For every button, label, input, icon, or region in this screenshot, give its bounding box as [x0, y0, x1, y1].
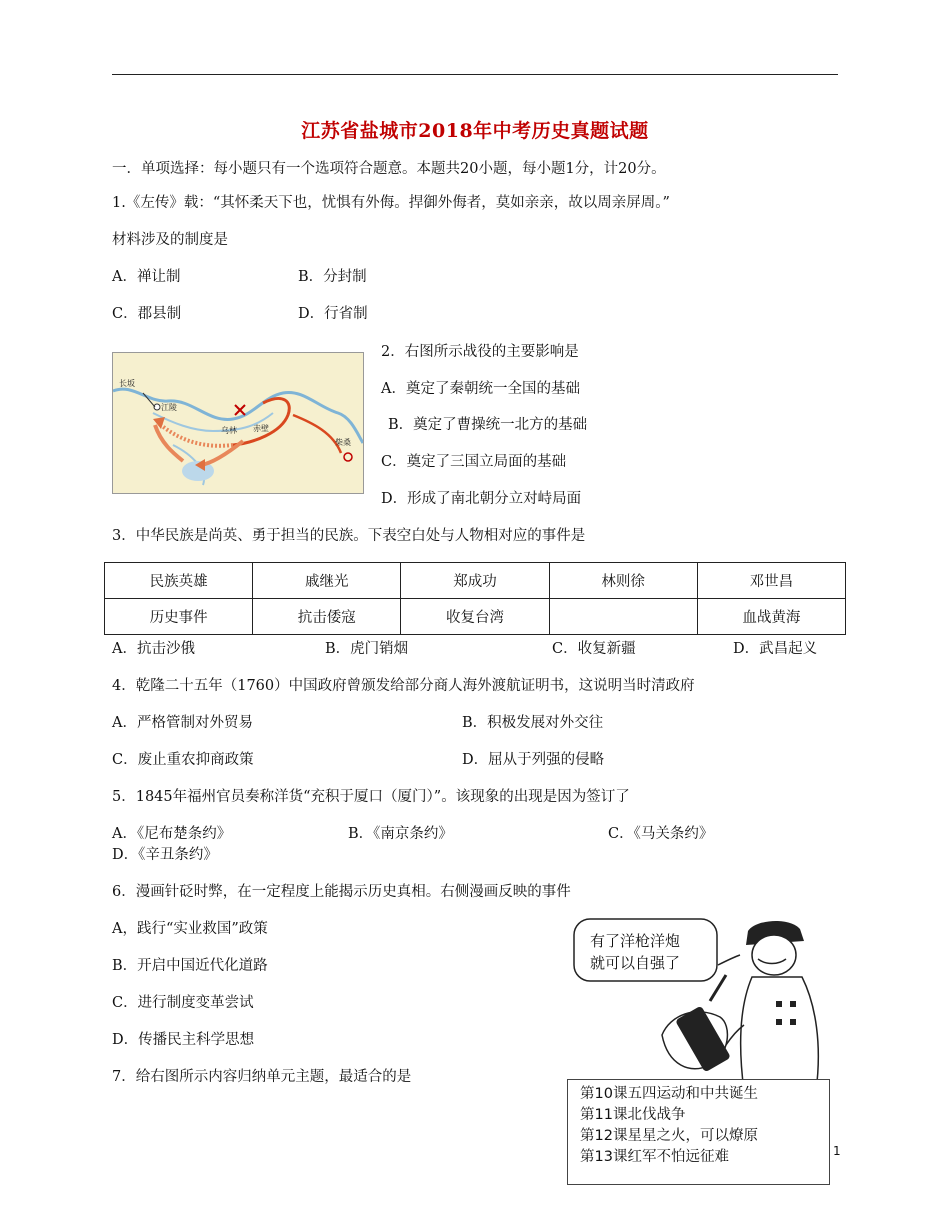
q1-option-d: D．行省制	[298, 306, 368, 322]
q3-option-c: C．收复新疆	[552, 641, 636, 657]
q1-stem-2: 材料涉及的制度是	[112, 232, 228, 248]
q5-option-a: A．《尼布楚条约》	[112, 826, 232, 842]
table-cell: 血战黄海	[697, 599, 845, 635]
q7-stem: 7．给右图所示内容归纳单元主题，最适合的是	[112, 1069, 412, 1085]
q5-stem: 5．1845年福州官员奏称洋货“充积于厦口（厦门）”。该现象的出现是因为签订了	[112, 789, 630, 805]
map-label-chaisang: 柴桑	[335, 438, 351, 447]
q1-option-a: A．禅让制	[112, 269, 181, 285]
q4-option-c: C．废止重农抑商政策	[112, 752, 254, 768]
q6-option-a: A，践行“实业救国”政策	[112, 921, 268, 937]
list-item: 第12课星星之火，可以燎原	[580, 1128, 758, 1144]
q1-option-b: B．分封制	[298, 269, 367, 285]
q4-option-d: D．屈从于列强的侵略	[462, 752, 605, 768]
map-label-chibi: 赤壁	[253, 424, 269, 433]
table-row	[105, 599, 846, 635]
page-number: 1	[833, 1144, 841, 1158]
map-label-jiangling: 江陵	[161, 403, 177, 412]
bubble-line-2: 就可以自强了	[590, 954, 681, 972]
table-cell: 抗击倭寇	[253, 599, 401, 635]
page-title: 江苏省盐城市2018年中考历史真题试题	[301, 120, 649, 142]
q2-option-a: A．奠定了秦朝统一全国的基础	[381, 381, 580, 397]
list-item: 第10课五四运动和中共诞生	[580, 1086, 758, 1102]
q2-option-d: D．形成了南北朝分立对峙局面	[381, 491, 582, 507]
q5-option-b: B．《南京条约》	[348, 826, 453, 842]
table-cell: 民族英雄	[105, 563, 253, 599]
q2-stem: 2．右图所示战役的主要影响是	[381, 344, 579, 360]
table-cell: 戚继光	[253, 563, 401, 599]
q2-option-b: B．奠定了曹操统一北方的基础	[388, 417, 588, 433]
q5-option-c: C．《马关条约》	[608, 826, 714, 842]
list-item: 第13课红军不怕远征难	[580, 1149, 729, 1165]
q3-option-a: A．抗击沙俄	[112, 641, 195, 657]
q1-stem: 1.《左传》载：“其怀柔天下也，忧惧有外侮。捍御外侮者，莫如亲亲，故以周亲屏周。”	[112, 195, 670, 211]
unit-list-box	[567, 1079, 830, 1185]
q6-option-b: B．开启中国近代化道路	[112, 958, 268, 974]
q6-option-c: C．进行制度变革尝试	[112, 995, 254, 1011]
table-row	[105, 563, 846, 599]
battle-map	[112, 352, 364, 494]
section-instructions: 一．单项选择：每小题只有一个选项符合题意。本题共20小题，每小题1分，计20分。	[112, 161, 666, 177]
table-cell: 邓世昌	[697, 563, 845, 599]
table-cell: 林则徐	[549, 563, 697, 599]
q6-stem: 6．漫画针砭时弊，在一定程度上能揭示历史真相。右侧漫画反映的事件	[112, 884, 571, 900]
table-cell: 历史事件	[105, 599, 253, 635]
bubble-line-1: 有了洋枪洋炮	[590, 932, 681, 950]
q3-option-b: B．虎门销烟	[325, 641, 409, 657]
map-label-wulin: 乌林	[221, 426, 237, 435]
heroes-table	[104, 562, 846, 635]
q4-option-a: A．严格管制对外贸易	[112, 715, 253, 731]
q2-option-c: C．奠定了三国立局面的基础	[381, 454, 567, 470]
table-cell-blank	[549, 599, 697, 635]
q3-option-d: D．武昌起义	[733, 641, 818, 657]
q4-stem: 4．乾隆二十五年（1760）中国政府曾颁发给部分商人海外渡航证明书，这说明当时清政府	[112, 678, 695, 694]
header-rule	[112, 74, 838, 75]
list-item: 第11课北伐战争	[580, 1107, 686, 1123]
table-cell: 郑成功	[401, 563, 549, 599]
q1-option-c: C．郡县制	[112, 306, 182, 322]
table-cell: 收复台湾	[401, 599, 549, 635]
q6-option-d: D．传播民主科学思想	[112, 1032, 255, 1048]
q3-stem: 3．中华民族是尚英、勇于担当的民族。下表空白处与人物相对应的事件是	[112, 528, 586, 544]
q4-option-b: B．积极发展对外交往	[462, 715, 604, 731]
map-label-changban: 长坂	[119, 379, 135, 388]
official-cartoon	[640, 905, 830, 1095]
q5-option-d: D．《辛丑条约》	[112, 847, 218, 863]
battle-map-drawing	[113, 353, 363, 493]
